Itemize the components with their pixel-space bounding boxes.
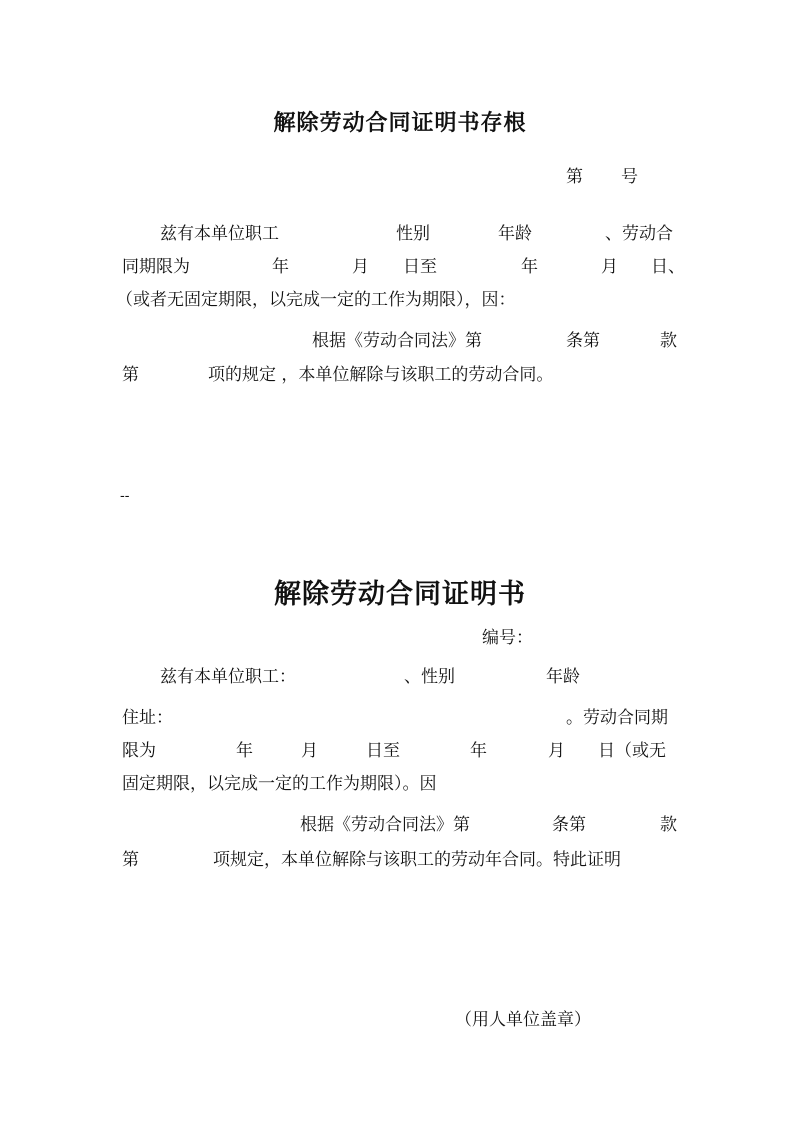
stub-number-label-2: 号	[621, 167, 638, 187]
cert-line1-age: 年龄	[546, 667, 580, 687]
cert-line2-address: 住址：	[122, 708, 173, 728]
employer-seal-label: （用人单位盖章）	[455, 1010, 591, 1030]
stub-line2-year2: 年	[521, 257, 538, 277]
cert-line3-month2: 月	[548, 741, 565, 761]
cert-line5-clause: 款	[660, 815, 677, 835]
cert-line3-month1: 月	[301, 741, 318, 761]
cert-line3-year2: 年	[470, 741, 487, 761]
stub-line5-item: 第	[122, 365, 139, 385]
stub-line2-term: 同期限为	[122, 257, 190, 277]
stub-line5-text: 项的规定 ，本单位解除与该职工的劳动合同。	[208, 365, 554, 385]
cert-line3-term: 限为	[122, 741, 156, 761]
certificate-title: 解除劳动合同证明书	[274, 579, 526, 610]
cert-line6-item: 第	[122, 850, 139, 870]
stub-line1-gender: 性别	[396, 224, 430, 244]
stub-line2-month1: 月	[352, 257, 369, 277]
certificate-number-label: 编号：	[482, 628, 533, 648]
stub-line1-age: 年龄	[498, 224, 532, 244]
cert-line1-gender: 、性别	[404, 667, 455, 687]
cert-line1-employee: 兹有本单位职工：	[160, 667, 296, 687]
cert-line5-article: 条第	[552, 815, 586, 835]
stub-title: 解除劳动合同证明书存根	[273, 110, 527, 136]
stub-line4-law: 根据《劳动合同法》第	[312, 331, 482, 351]
stub-line1-employee: 兹有本单位职工	[160, 224, 279, 244]
stub-number-label-1: 第	[566, 167, 583, 187]
stub-line1-contract: 、劳动合	[605, 224, 673, 244]
stub-line4-article: 条第	[566, 331, 600, 351]
stub-line2-day2: 日、	[651, 257, 685, 277]
cert-line3-day-to: 日至	[366, 741, 400, 761]
cert-line3-year1: 年	[236, 741, 253, 761]
separator: --	[120, 488, 130, 504]
stub-line3: （或者无固定期限，以完成一定的工作为期限），因：	[116, 290, 516, 310]
stub-line2-year1: 年	[272, 257, 289, 277]
stub-line4-clause: 款	[660, 331, 677, 351]
stub-line2-month2: 月	[601, 257, 618, 277]
stub-line2-day-to: 日至	[403, 257, 437, 277]
cert-line6-text: 项规定，本单位解除与该职工的劳动年合同。特此证明	[213, 850, 621, 870]
cert-line2-contract: 。劳动合同期	[566, 708, 668, 728]
cert-line3-day2: 日（或无	[598, 741, 666, 761]
cert-line5-law: 根据《劳动合同法》第	[300, 815, 470, 835]
cert-line4: 固定期限，以完成一定的工作为期限）。因	[122, 774, 437, 794]
